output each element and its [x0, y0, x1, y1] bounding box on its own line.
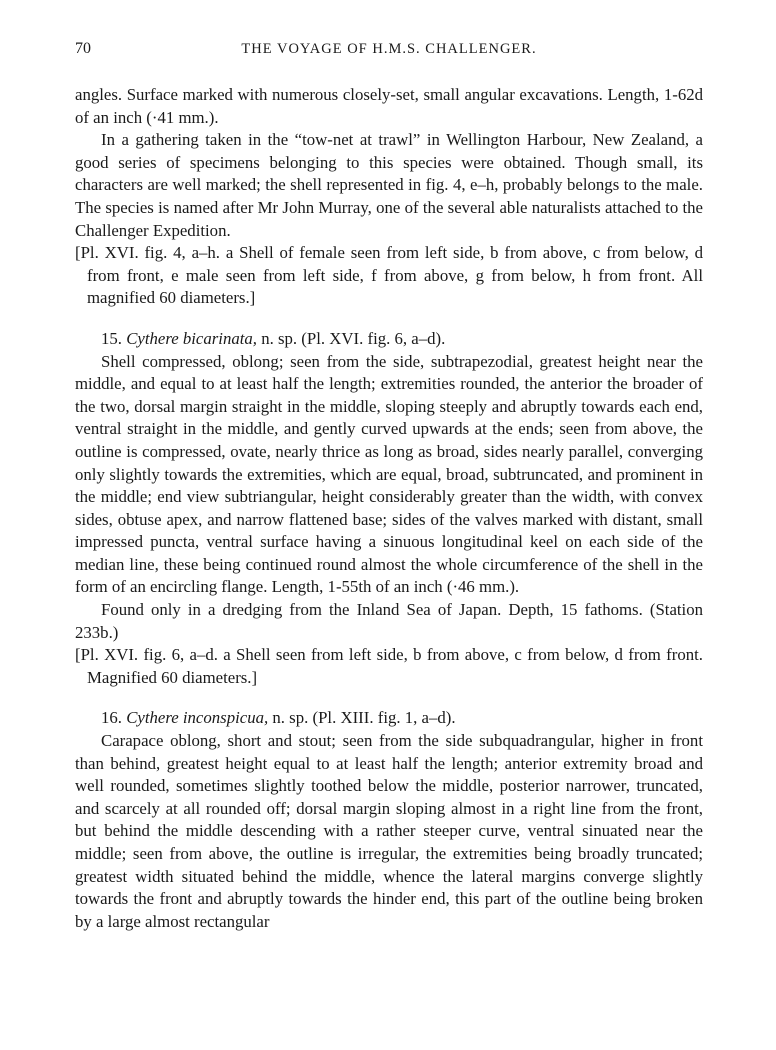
species-heading-15 [75, 328, 703, 351]
paragraph: Shell compressed, oblong; seen from the side, subtrapezodial, greatest height near the middle, and equal to at least half the length; extremities rounded, the anterior the broader of the two, dorsal margin straight in the middle, sloping steeply and abruptly towards each end, ventral straight in the middle, and gently curved upwards at the ends; seen from above, the outline is compressed, ovate, nearly thrice as long as broad, sides nearly parallel, converging only slightly towards the extremities, which are equal, broad, subtruncated, and prominent in the middle; end view subtriangular, height considerably greater than the width, with convex sides, obtuse apex, and narrow flattened base; sides of the valves marked with distant, small impressed puncta, ventral surface having a sinuous longitudinal keel on each side of the median line, these being continued round almost the whole circumference of the shell in the form of an encircling flange. Length, 1-55th of an inch (·46 mm.). [75, 351, 703, 597]
paragraph: Found only in a dredging from the Inland Sea of Japan. Depth, 15 fathoms. (Station 233b.) [75, 600, 703, 642]
paragraph: Carapace oblong, short and stout; seen from the side subquadrangular, higher in front than behind, greatest height equal to at least half the length; anterior extremity broad and well rounded, sometimes slightly toothed below the middle, posterior narrower, truncated, and scarcely at all rounded off; dorsal margin sloping almost in a right line from the front, but behind the middle descending with a rather steeper curve, ventral sinuated near the middle; seen from above, the outline is irregular, the extremities being broadly truncated; greatest width situated behind the middle, whence the lateral margins converge slightly towards the front and abruptly towards the hinder end, this part of the outline being broken by a large almost rectangular [75, 731, 703, 931]
plate-reference: [Pl. XVI. fig. 6, a–d. a Shell seen from left side, b from above, c from below, d from front. Magnified 60 diameters.] [75, 645, 703, 687]
species-number: 16. [101, 708, 122, 728]
species-reference: n. sp. (Pl. XVI. fig. 6, a–d). [261, 328, 446, 348]
page-header [75, 40, 703, 62]
plate-reference: [Pl. XVI. fig. 4, a–h. a Shell of female seen from left side, b from above, c from below, d from front, e male seen from left side, f from above, g from below, h from front. All magnified 60 diameters.] [75, 243, 703, 308]
paragraph: angles. Surface marked with numerous closely-set, small angular excavations. Length, 1-62d of an inch (·41 mm.). [75, 85, 703, 127]
paragraph: In a gathering taken in the “tow-net at trawl” in Wellington Harbour, New Zealand, a good series of specimens belonging to this species were obtained. Though small, its characters are well marked; the shell represented in fig. 4, e–h, probably belongs to the male. The species is named after Mr John Murray, one of the several able naturalists attached to the Challenger Expedition. [75, 130, 703, 240]
running-head: THE VOYAGE OF H.M.S. CHALLENGER. [241, 41, 537, 57]
body-text [75, 84, 703, 933]
species-name: Cythere bicarinata, [126, 328, 257, 348]
species-number: 15. [101, 328, 122, 348]
species-heading-16 [75, 707, 703, 730]
species-name: Cythere inconspicua, [126, 708, 269, 728]
page-number: 70 [75, 40, 91, 57]
species-reference: n. sp. (Pl. XIII. fig. 1, a–d). [272, 708, 456, 728]
